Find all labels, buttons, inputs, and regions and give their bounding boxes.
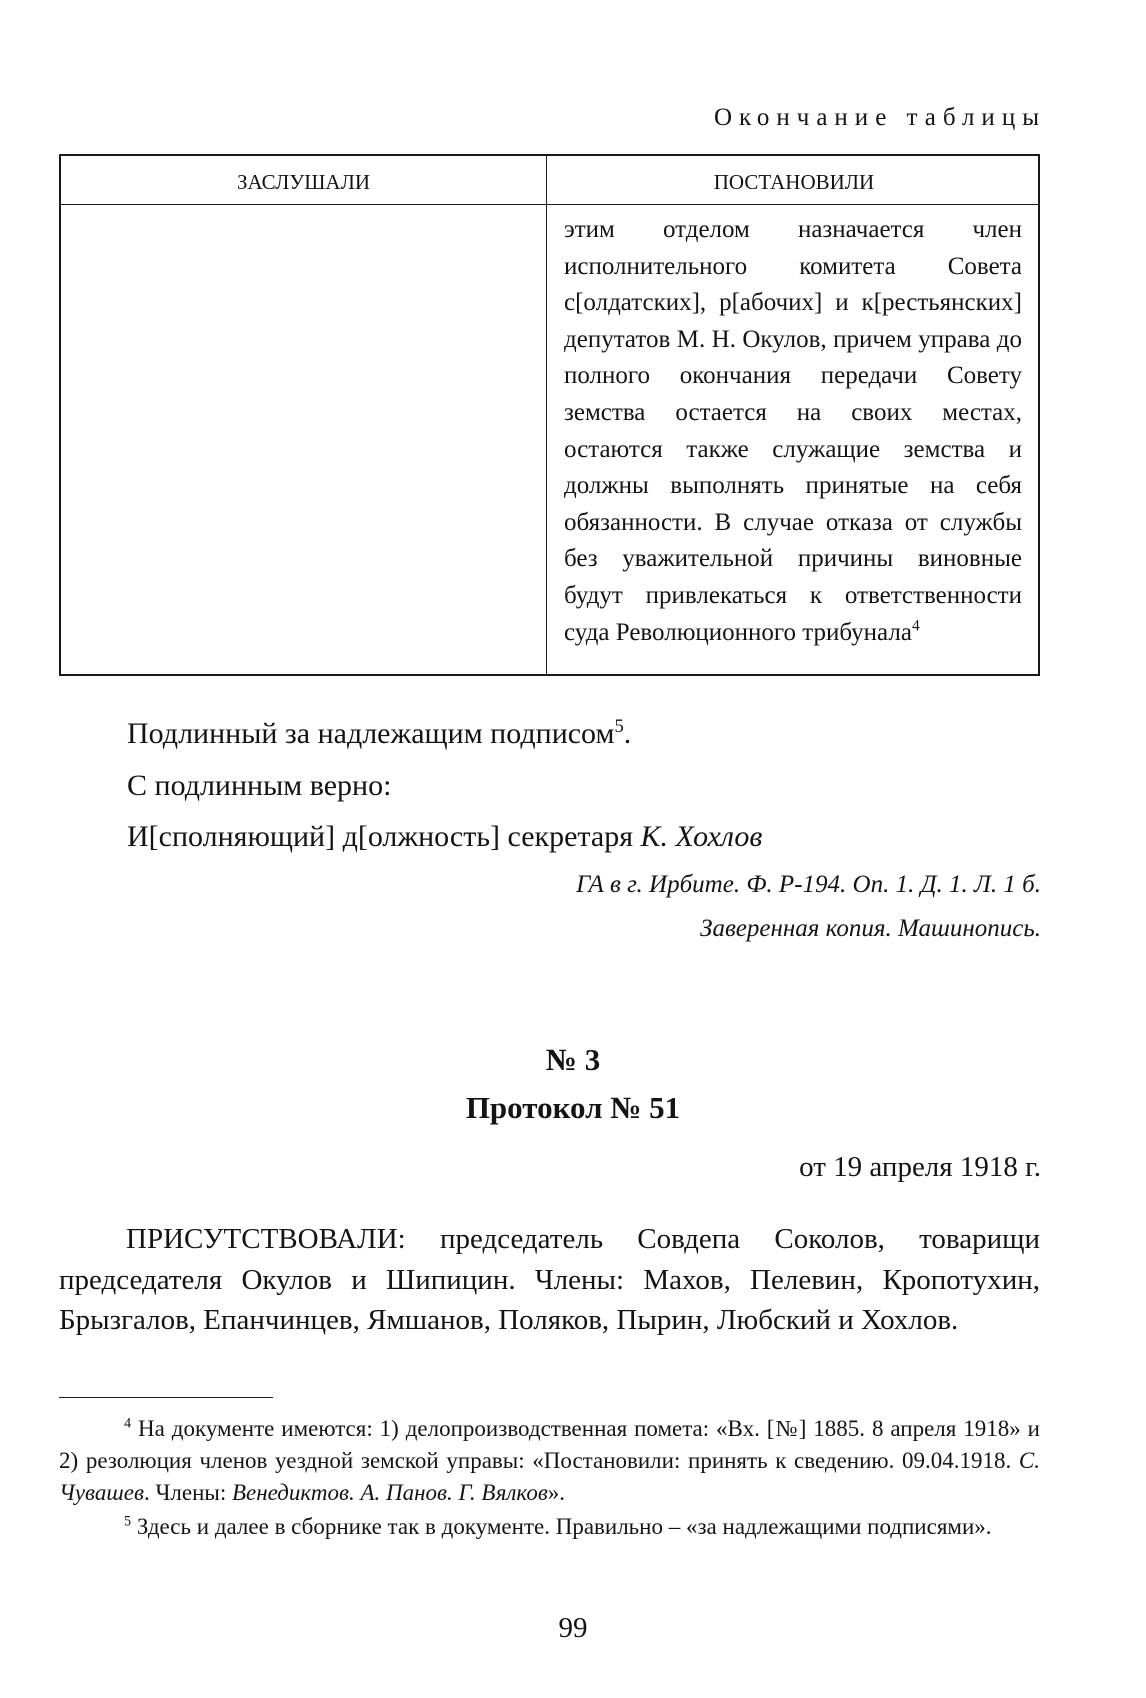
protocol-title: Протокол № 51 bbox=[465, 1090, 681, 1125]
footnote-italic-run: Венедиктов. А. Панов. Г. Вялков bbox=[231, 1480, 548, 1505]
header-heard: ЗАСЛУШАЛИ bbox=[237, 170, 370, 194]
secretary-role: И[сполняющий] д[олжность] секретаря bbox=[127, 820, 641, 853]
protocol-date: от 19 апреля 1918 г. bbox=[799, 1151, 1041, 1183]
secretary-name: К. Хохлов bbox=[640, 820, 763, 853]
certification-true-copy: С подлинным верно: bbox=[127, 769, 392, 802]
footnote-mark-5: 5 bbox=[614, 716, 624, 737]
footnote-italic-run: С. Чувашев bbox=[59, 1448, 1040, 1505]
footnote-mark-4: 4 bbox=[911, 617, 920, 635]
footnote-5 bbox=[59, 1511, 1040, 1543]
decisions-table bbox=[59, 154, 1040, 676]
footnote-4 bbox=[59, 1413, 1040, 1509]
footnote-text-run: ». bbox=[547, 1480, 566, 1505]
document-number: № 3 bbox=[545, 1042, 601, 1077]
footnote-number: 5 bbox=[124, 1513, 132, 1530]
header-rule bbox=[61, 204, 1038, 205]
cell-resolved bbox=[564, 212, 1022, 651]
footnote-text-run: На документе имеются: 1) делопроизводственная помета: «Вх. [№] 1885. 8 апреля 1918» и 2) резолюция членов уездной земской управы: «Постановили: принять к сведению. 09.04.1918. bbox=[59, 1416, 1040, 1473]
running-head: Окончание таблицы bbox=[713, 104, 1046, 131]
copy-note: Заверенная копия. Машинопись. bbox=[700, 915, 1041, 942]
original-text: Подлинный за надлежащим подписом bbox=[127, 717, 615, 750]
attendees-paragraph: ПРИСУТСТВОВАЛИ: председатель Совдепа Соколов, товарищи председателя Окулов и Шипицин. Члены: Махов, Пелевин, Кропотухин, Брызгалов, Епанчинцев, Ямшанов, Поляков, Пырин, Любский и Хохлов. bbox=[59, 1223, 1040, 1336]
footnote-text-run: . Члены: bbox=[143, 1480, 232, 1505]
page-number: 99 bbox=[558, 1612, 588, 1644]
column-divider bbox=[546, 156, 547, 674]
certification-original bbox=[127, 715, 1037, 753]
header-resolved: ПОСТАНОВИЛИ bbox=[713, 170, 875, 194]
footnote-number: 4 bbox=[124, 1415, 132, 1432]
archive-reference: ГА в г. Ирбите. Ф. Р-194. Оп. 1. Д. 1. Л. 1 б. bbox=[576, 871, 1041, 898]
certification-secretary bbox=[127, 818, 1037, 856]
resolved-text: этим отделом назначается член исполнительного комитета Совета с[олдатских], р[абочих] и к[рестьянских] депутатов М. Н. Окулов, причем управа до полного окончания передачи Совету земства остается на своих местах, остаются также служащие земства и должны выполнять принятые на себя обязанности. В случае отказа от службы без уважительной причины виновные будут привлекаться к ответственности суда Революционного трибунала bbox=[564, 216, 1022, 646]
footnote-rule bbox=[59, 1397, 273, 1398]
footnote-text-run: Здесь и далее в сборнике так в документе. Правильно – «за надлежащими подписями». bbox=[131, 1514, 992, 1539]
original-end: . bbox=[623, 717, 632, 750]
footnotes bbox=[59, 1413, 1040, 1543]
